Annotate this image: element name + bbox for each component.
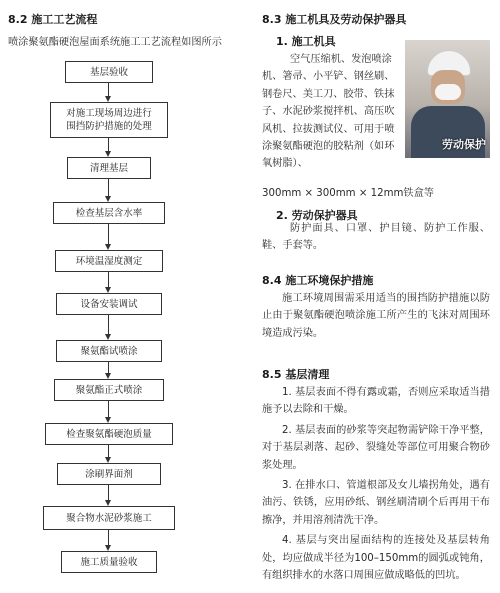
flow-step-box: 对施工现场周边进行 围挡防护措施的处理 xyxy=(50,102,168,138)
flow-connector xyxy=(108,401,109,417)
tools-line: 空气压缩机、发泡喷涂 xyxy=(290,54,392,65)
flow-connector xyxy=(108,179,109,196)
tools-subheading: 1. 施工机具 xyxy=(276,35,336,48)
flow-connector xyxy=(108,362,109,373)
tools-list xyxy=(262,51,402,173)
section-8-2-heading: 8.2 施工工艺流程 xyxy=(8,13,98,26)
flow-step-box: 基层验收 xyxy=(65,61,153,83)
flowchart-intro: 喷涂聚氨酯硬泡屋面系统施工工艺流程如图所示 xyxy=(8,37,222,48)
flow-connector xyxy=(108,530,109,545)
flow-step-box: 施工质量验收 xyxy=(61,551,157,573)
flow-connector xyxy=(108,485,109,500)
ppe-text: 防护面具、口罩、护目镜、防护工作服、鞋、手套等。 xyxy=(262,223,490,252)
tools-last-line: 300mm × 300mm × 12mm铁盒等 xyxy=(262,188,434,199)
cleaning-item-1: 1. 基层表面不得有露或霜，否则应采取适当措施予以去除和干燥。 xyxy=(262,387,490,416)
tools-line: 风机、拉拔测试仪、可用于喷 xyxy=(262,123,395,135)
flow-connector xyxy=(108,138,109,151)
flow-step-box: 聚氨酯正式喷涂 xyxy=(54,379,164,401)
section-8-3-heading: 8.3 施工机具及劳动保护器具 xyxy=(262,13,407,26)
flow-step-box: 环境温湿度测定 xyxy=(55,250,163,272)
flow-step-box: 涂刷界面剂 xyxy=(57,463,161,485)
ppe-subheading: 2. 劳动保护器具 xyxy=(276,209,358,222)
tools-line: 涂聚氨酯硬泡的胶粘剂（如环 xyxy=(262,141,395,153)
flow-step-box: 检查基层含水率 xyxy=(53,202,165,224)
worker-photo xyxy=(405,40,490,158)
flow-connector xyxy=(108,315,109,334)
flow-connector xyxy=(108,224,109,244)
section-8-4-text: 施工环境周围需采用适当的围挡防护措施以防止由于聚氨酯硬泡喷涂施工所产生的飞沫对周围环境造成污染。 xyxy=(262,293,490,339)
cleaning-item-2: 2. 基层表面的砂浆等突起物需铲除干净平整，对于基层剥落、起砂、裂缝处等部位可用聚合物砂浆处理。 xyxy=(262,424,490,471)
tools-line: 机、箸帚、小平铲、钢丝刷、 xyxy=(262,71,395,83)
respirator-mask xyxy=(435,84,461,100)
section-8-5-heading: 8.5 基层清理 xyxy=(262,368,330,381)
tools-line: 钢卷尺、美工刀、胶带、铁抹 xyxy=(262,88,395,100)
flow-step-box: 清理基层 xyxy=(67,157,151,179)
flow-step-box: 检查聚氨酯硬泡质量 xyxy=(45,423,173,445)
flow-step-box: 聚合物水泥砂浆施工 xyxy=(43,506,175,530)
tools-line: 氧树脂）、 xyxy=(262,158,308,170)
section-8-5-list xyxy=(262,384,490,584)
section-8-4-heading: 8.4 施工环境保护措施 xyxy=(262,274,374,287)
flow-step-box: 设备安装调试 xyxy=(56,293,162,315)
cleaning-item-4: 4. 基层与突出屋面结构的连接处及基层转角处，均应做成半径为100–150mm的圆弧或钝角，有组织排水的水落口周围应做成略低的凹坑。 xyxy=(262,535,490,582)
flow-connector xyxy=(108,445,109,457)
tools-line: 子、水泥砂浆搅拌机、高压吹 xyxy=(262,106,395,118)
photo-caption: 劳动保护 xyxy=(442,138,486,151)
flow-connector xyxy=(108,272,109,287)
flow-step-box: 聚氨酯试喷涂 xyxy=(56,340,162,362)
cleaning-item-3: 3. 在排水口、管道根部及女儿墙拐角处，遇有油污、铁锈，应用砂纸、钢丝刷清刷个后再用干布擦净，并用溶剂清洗干净。 xyxy=(262,480,490,526)
flow-connector xyxy=(108,83,109,96)
